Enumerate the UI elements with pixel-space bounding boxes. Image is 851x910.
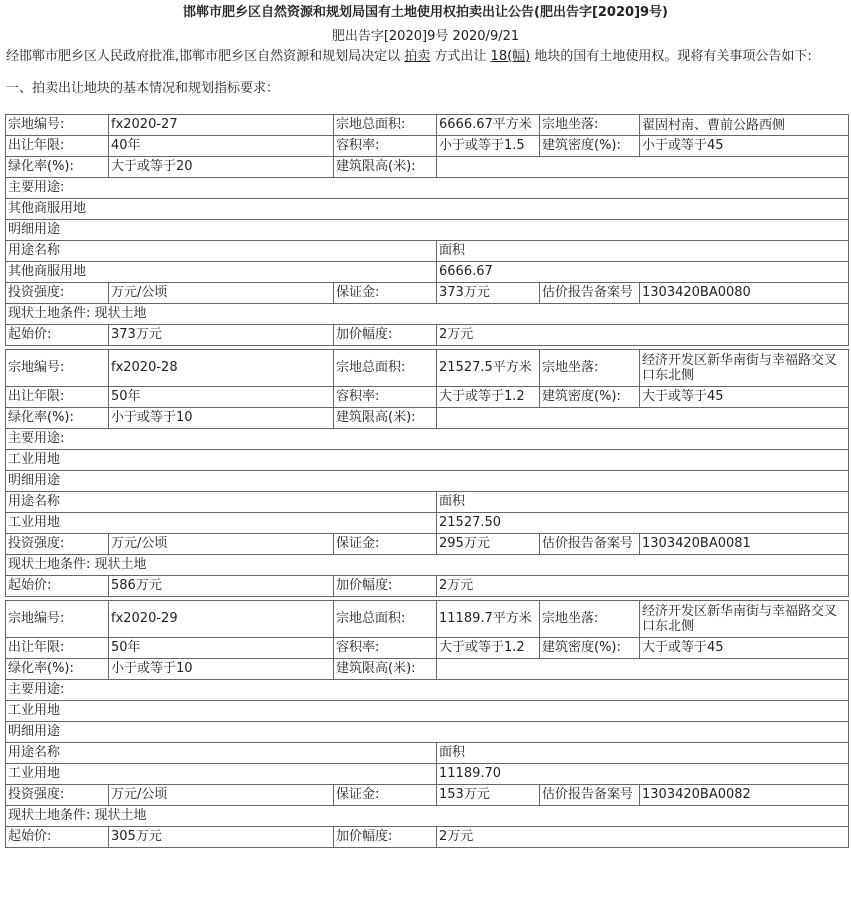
intro-text-3: 地块的国有土地使用权。现将有关事项公告如下: (530, 49, 812, 64)
increment-value: 2万元 (437, 576, 849, 597)
label-main-use: 主要用途: (6, 680, 849, 701)
parcel-no-value: fx2020-29 (109, 601, 334, 638)
total-area-value: 21527.5平方米 (437, 350, 540, 387)
location-value: 翟固村南、曹前公路西侧 (640, 115, 849, 136)
label-total-area: 宗地总面积: (334, 601, 437, 638)
far-value: 大于或等于1.2 (437, 387, 540, 408)
table-row (6, 157, 849, 178)
appraisal-value: 1303420BA0081 (640, 534, 849, 555)
table-row (6, 471, 849, 492)
parcel-table (5, 114, 849, 346)
label-start-price: 起始价: (6, 827, 109, 848)
parcel-no-value: fx2020-28 (109, 350, 334, 387)
label-parcel-no: 宗地编号: (6, 601, 109, 638)
label-density: 建筑密度(%): (540, 638, 640, 659)
label-start-price: 起始价: (6, 576, 109, 597)
height-value (437, 408, 849, 429)
table-row (6, 220, 849, 241)
label-parcel-no: 宗地编号: (6, 350, 109, 387)
main-use-value: 工业用地 (6, 701, 849, 722)
far-value: 大于或等于1.2 (437, 638, 540, 659)
table-row (6, 492, 849, 513)
label-increment: 加价幅度: (334, 827, 437, 848)
intro-paragraph (6, 48, 845, 66)
label-deposit: 保证金: (334, 283, 437, 304)
table-row (6, 241, 849, 262)
increment-value: 2万元 (437, 827, 849, 848)
main-use-value: 工业用地 (6, 450, 849, 471)
start-price-value: 305万元 (109, 827, 334, 848)
table-row (6, 513, 849, 534)
label-investment: 投资强度: (6, 534, 109, 555)
start-price-value: 373万元 (109, 325, 334, 346)
table-row (6, 785, 849, 806)
area-value: 11189.70 (437, 764, 849, 785)
table-row (6, 136, 849, 157)
table-row (6, 659, 849, 680)
label-deposit: 保证金: (334, 785, 437, 806)
location-value: 经济开发区新华南街与幸福路交叉口东北侧 (640, 350, 849, 387)
label-green: 绿化率(%): (6, 157, 109, 178)
label-deposit: 保证金: (334, 534, 437, 555)
green-value: 小于或等于10 (109, 659, 334, 680)
intro-method: 拍卖 (404, 49, 431, 64)
label-density: 建筑密度(%): (540, 387, 640, 408)
label-land-condition: 现状土地条件: (8, 306, 91, 321)
intro-text-1: 经邯郸市肥乡区人民政府批准,邯郸市肥乡区自然资源和规划局决定以 (6, 49, 405, 64)
label-appraisal: 估价报告备案号 (540, 283, 640, 304)
table-row (6, 283, 849, 304)
label-detail-use: 明细用途 (6, 471, 849, 492)
label-green: 绿化率(%): (6, 659, 109, 680)
label-location: 宗地坐落: (540, 115, 640, 136)
use-name-value: 其他商服用地 (6, 262, 437, 283)
increment-value: 2万元 (437, 325, 849, 346)
table-row (6, 350, 849, 387)
total-area-value: 11189.7平方米 (437, 601, 540, 638)
appraisal-value: 1303420BA0082 (640, 785, 849, 806)
land-condition-value: 现状土地 (94, 306, 147, 321)
label-location: 宗地坐落: (540, 601, 640, 638)
label-start-price: 起始价: (6, 325, 109, 346)
start-price-value: 586万元 (109, 576, 334, 597)
term-value: 50年 (109, 387, 334, 408)
density-value: 小于或等于45 (640, 136, 849, 157)
table-row (6, 638, 849, 659)
label-term: 出让年限: (6, 387, 109, 408)
height-value (437, 157, 849, 178)
label-appraisal: 估价报告备案号 (540, 785, 640, 806)
label-total-area: 宗地总面积: (334, 350, 437, 387)
label-detail-use: 明细用途 (6, 220, 849, 241)
label-total-area: 宗地总面积: (334, 115, 437, 136)
height-value (437, 659, 849, 680)
label-main-use: 主要用途: (6, 429, 849, 450)
label-investment: 投资强度: (6, 283, 109, 304)
label-use-name: 用途名称 (6, 743, 437, 764)
deposit-value: 153万元 (437, 785, 540, 806)
table-row (6, 450, 849, 471)
green-value: 小于或等于10 (109, 408, 334, 429)
land-condition-value: 现状土地 (94, 808, 147, 823)
parcel-tables (5, 114, 848, 848)
table-row (6, 304, 849, 325)
label-land-condition: 现状土地条件: (8, 808, 91, 823)
table-row (6, 408, 849, 429)
investment-value: 万元/公顷 (109, 283, 334, 304)
label-term: 出让年限: (6, 136, 109, 157)
label-green: 绿化率(%): (6, 408, 109, 429)
label-area: 面积 (437, 743, 849, 764)
density-value: 大于或等于45 (640, 638, 849, 659)
table-row (6, 827, 849, 848)
label-height: 建筑限高(米): (334, 157, 437, 178)
label-term: 出让年限: (6, 638, 109, 659)
far-value: 小于或等于1.5 (437, 136, 540, 157)
main-use-value: 其他商服用地 (6, 199, 849, 220)
term-value: 40年 (109, 136, 334, 157)
table-row (6, 325, 849, 346)
term-value: 50年 (109, 638, 334, 659)
label-far: 容积率: (334, 638, 437, 659)
use-name-value: 工业用地 (6, 764, 437, 785)
label-density: 建筑密度(%): (540, 136, 640, 157)
deposit-value: 295万元 (437, 534, 540, 555)
label-main-use: 主要用途: (6, 178, 849, 199)
density-value: 大于或等于45 (640, 387, 849, 408)
table-row (6, 199, 849, 220)
table-row (6, 680, 849, 701)
label-increment: 加价幅度: (334, 325, 437, 346)
label-location: 宗地坐落: (540, 350, 640, 387)
table-row (6, 764, 849, 785)
intro-count: 18(幅) (490, 49, 531, 64)
label-area: 面积 (437, 492, 849, 513)
label-far: 容积率: (334, 136, 437, 157)
label-detail-use: 明细用途 (6, 722, 849, 743)
notice-number-date: 肥出告字[2020]9号 2020/9/21 (331, 29, 520, 44)
label-height: 建筑限高(米): (334, 659, 437, 680)
use-name-value: 工业用地 (6, 513, 437, 534)
land-condition (6, 806, 849, 827)
table-row (6, 576, 849, 597)
label-increment: 加价幅度: (334, 576, 437, 597)
investment-value: 万元/公顷 (109, 785, 334, 806)
appraisal-value: 1303420BA0080 (640, 283, 849, 304)
total-area-value: 6666.67平方米 (437, 115, 540, 136)
table-row (6, 701, 849, 722)
green-value: 大于或等于20 (109, 157, 334, 178)
table-row (6, 262, 849, 283)
land-condition-value: 现状土地 (94, 557, 147, 572)
investment-value: 万元/公顷 (109, 534, 334, 555)
label-area: 面积 (437, 241, 849, 262)
label-investment: 投资强度: (6, 785, 109, 806)
label-land-condition: 现状土地条件: (8, 557, 91, 572)
table-row (6, 601, 849, 638)
table-row (6, 806, 849, 827)
label-use-name: 用途名称 (6, 492, 437, 513)
deposit-value: 373万元 (437, 283, 540, 304)
land-condition (6, 304, 849, 325)
parcel-no-value: fx2020-27 (109, 115, 334, 136)
label-height: 建筑限高(米): (334, 408, 437, 429)
location-value: 经济开发区新华南街与幸福路交叉口东北侧 (640, 601, 849, 638)
table-row (6, 534, 849, 555)
area-value: 6666.67 (437, 262, 849, 283)
area-value: 21527.50 (437, 513, 849, 534)
table-row (6, 743, 849, 764)
table-row (6, 722, 849, 743)
table-row (6, 555, 849, 576)
table-row (6, 429, 849, 450)
label-appraisal: 估价报告备案号 (540, 534, 640, 555)
page-title: 邯郸市肥乡区自然资源和规划局国有土地使用权拍卖出让公告(肥出告字[2020]9号) (183, 5, 668, 20)
label-far: 容积率: (334, 387, 437, 408)
land-condition (6, 555, 849, 576)
table-row (6, 115, 849, 136)
parcel-table (5, 349, 849, 597)
label-parcel-no: 宗地编号: (6, 115, 109, 136)
section-heading: 一、拍卖出让地块的基本情况和规划指标要求： (6, 81, 280, 96)
intro-text-2: 方式出让 (430, 49, 491, 64)
label-use-name: 用途名称 (6, 241, 437, 262)
table-row (6, 387, 849, 408)
parcel-table (5, 600, 849, 848)
table-row (6, 178, 849, 199)
